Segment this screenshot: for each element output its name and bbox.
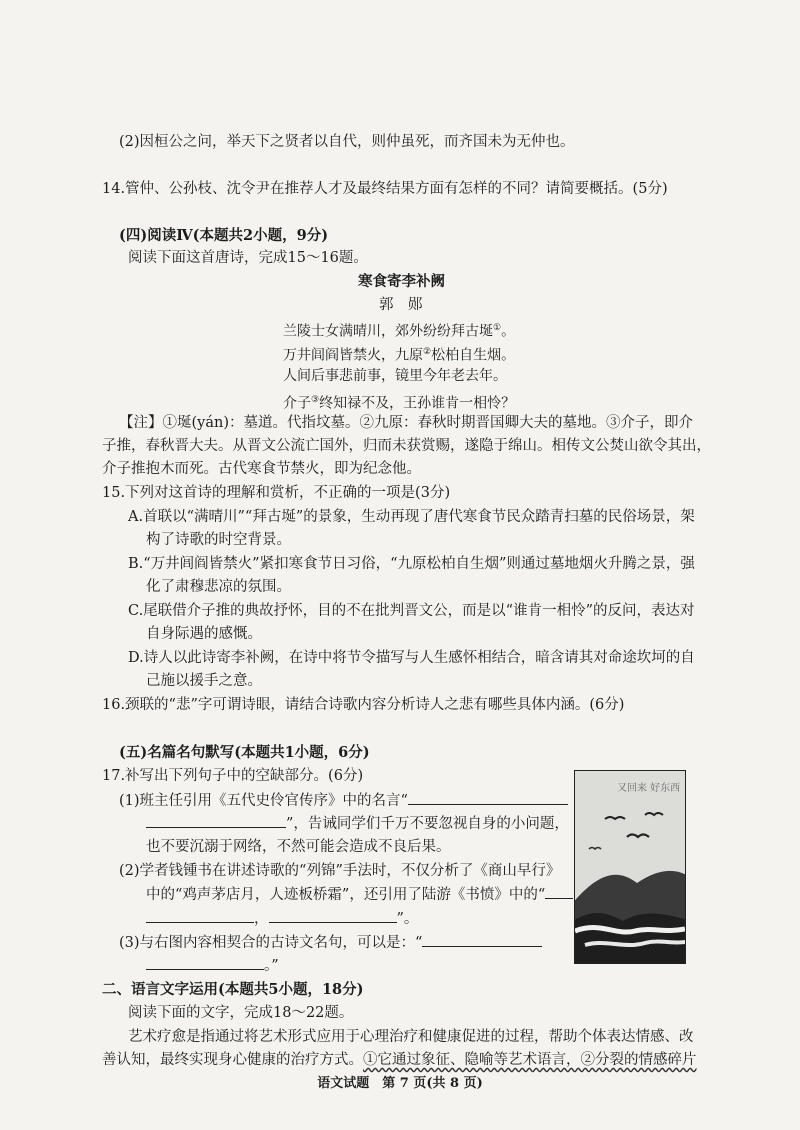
option-d-line-1: D.诗人以此诗寄李补阙，在诗中将节令描写与人生感怀相结合，暗含请其对命途坎坷的自 <box>128 650 695 666</box>
answer-blank[interactable] <box>146 813 286 828</box>
option-c-line-1: C.尾联借介子推的典故抒怀，目的不在批判晋文公，而是以“谁肯一相怜”的反问，表达对 <box>128 603 695 619</box>
q17-item-1-line-1: (1)班主任引用《五代史伶官传序》中的名言“ <box>119 790 568 811</box>
q17-item-1-line-3: 也不要沉溺于网络，不然可能会造成不良后果。 <box>146 839 451 855</box>
poem-line-4: 介子③终知禄不及，王孙谁肯一相怜？ <box>283 395 516 412</box>
question-15: 15.下列对这首诗的理解和赏析，不正确的一项是(3分) <box>102 485 451 501</box>
answer-blank[interactable] <box>269 908 397 923</box>
question-14: 14.管仲、公孙枝、沈令尹在推荐人才及最终结果方面有怎样的不同？请简要概括。(5分) <box>102 181 668 197</box>
poem-line-2: 万井闾阎皆禁火，九原②松柏自生烟。 <box>283 347 516 364</box>
part-2-intro: 阅读下面的文字，完成18～22题。 <box>128 1005 354 1021</box>
q17-item-3-line-2: 。” <box>146 955 279 976</box>
part-2-heading: 二、语言文字运用(本题共5小题，18分) <box>102 981 364 998</box>
answer-blank[interactable] <box>422 932 542 947</box>
ink-painting-drawing <box>575 771 685 963</box>
option-a-line-1: A.首联以“满晴川”“拜古埏”的景象，生动再现了唐代寒食节民众踏青扫墓的民俗场景，架 <box>128 509 695 525</box>
q17-item-2-line-3: ， ”。 <box>146 908 418 929</box>
poem-note-line-2: 子推，春秋晋大夫。从晋文公流亡国外，归而未获赏赐，遂隐于绵山。相传文公焚山欲令其出， <box>102 438 711 454</box>
q17-item-1-line-2: ”，告诫同学们千万不要忽视自身的小问题， <box>146 813 569 834</box>
page-footer: 语文试题 第 7 页(共 8 页) <box>317 1076 483 1091</box>
poem-note-line-1: 【注】①埏(yán)：墓道。代指坟墓。②九原：春秋时期晋国卿大夫的墓地。③介子，即介 <box>119 415 693 431</box>
section-4-intro: 阅读下面这首唐诗，完成15～16题。 <box>128 250 368 266</box>
poem-line-1: 兰陵士女满晴川，郊外纷纷拜古埏①。 <box>283 323 516 340</box>
passage-line-2: 善认知，最终实现身心健康的治疗方式。①它通过象征、隐喻等艺术语言，②分裂的情感碎片 <box>102 1052 697 1068</box>
passage-line-1: 艺术疗愈是指通过将艺术形式应用于心理治疗和健康促进的过程，帮助个体表达情感、改 <box>128 1029 694 1045</box>
poem-author: 郭 郧 <box>379 297 423 313</box>
question-17: 17.补写出下列句子中的空缺部分。(6分) <box>102 768 364 784</box>
answer-blank[interactable] <box>545 884 573 899</box>
q17-item-3-line-1: (3)与右图内容相契合的古诗文名句，可以是：“ <box>119 932 542 953</box>
ink-painting-image <box>574 770 686 964</box>
wavy-underlined-sentence: ①它通过象征、隐喻等艺术语言，②分裂的情感碎片 <box>363 1052 697 1068</box>
section-4-heading: (四)阅读Ⅳ(本题共2小题，9分) <box>119 227 329 244</box>
answer-blank[interactable] <box>408 790 568 805</box>
q13-item-2: (2)因桓公之问，举天下之贤者以自代，则仲虽死，而齐国未为无仲也。 <box>119 134 575 150</box>
poem-title: 寒食寄李补阙 <box>358 273 445 290</box>
poem-line-3: 人间后事悲前事，镜里今年老去年。 <box>283 368 507 384</box>
answer-blank[interactable] <box>146 955 264 970</box>
poem-note-line-3: 介子推抱木而死。古代寒食节禁火，即为纪念他。 <box>102 461 421 477</box>
option-d-line-2: 己施以援手之意。 <box>146 673 262 689</box>
option-b-line-1: B.“万井闾阎皆禁火”紧扣寒食节日习俗，“九原松柏自生烟”则通过墓地烟火升腾之景，强 <box>128 556 695 572</box>
option-b-line-2: 化了肃穆悲凉的氛围。 <box>146 579 291 595</box>
answer-blank[interactable] <box>146 908 254 923</box>
question-16: 16.颈联的“悲”字可谓诗眼，请结合诗歌内容分析诗人之悲有哪些具体内涵。(6分) <box>102 697 625 713</box>
option-c-line-2: 自身际遇的感慨。 <box>146 626 262 642</box>
section-5-heading: (五)名篇名句默写(本题共1小题，6分) <box>119 744 370 761</box>
q17-item-2-line-2: 中的“鸡声茅店月，人迹板桥霜”，还引用了陆游《书愤》中的“ <box>146 884 573 905</box>
q17-item-2-line-1: (2)学者钱锺书在讲述诗歌的“列锦”手法时，不仅分析了《商山早行》 <box>119 863 561 879</box>
painting-inscription: 又回来 好东西 <box>617 783 681 794</box>
option-a-line-2: 构了诗歌的时空背景。 <box>146 532 291 548</box>
